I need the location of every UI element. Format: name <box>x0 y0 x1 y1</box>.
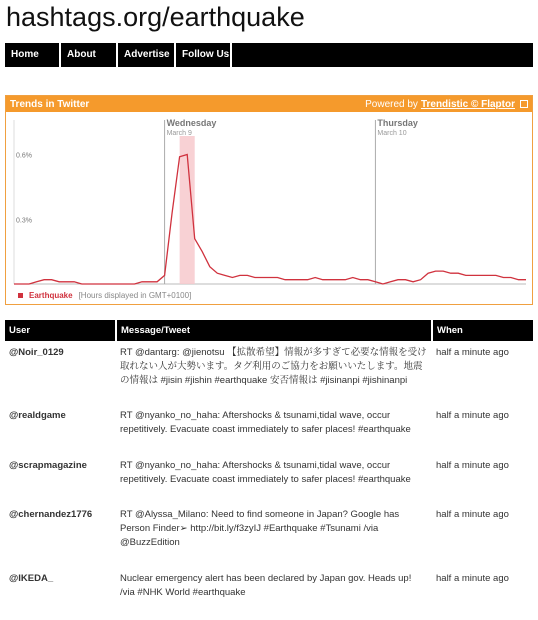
trends-panel <box>5 95 533 305</box>
legend-series-label: Earthquake <box>29 291 73 300</box>
tweet-user[interactable]: @realdgame <box>9 410 66 421</box>
table-row <box>5 503 533 567</box>
external-link-icon[interactable] <box>520 100 528 108</box>
date-label-0: March 9 <box>166 130 192 137</box>
tweet-user[interactable]: @Noir_0129 <box>9 347 64 358</box>
nav-home[interactable]: Home <box>5 43 61 67</box>
table-row <box>5 341 533 404</box>
tweets-table <box>5 320 533 617</box>
legend-note: [Hours displayed in GMT+0100] <box>78 291 192 300</box>
tweet-time: half a minute ago <box>436 410 509 421</box>
tweet-time: half a minute ago <box>436 509 509 520</box>
y-tick-label-1: 0.3% <box>16 217 32 225</box>
date-label-1: March 10 <box>377 130 407 137</box>
tweet-message: RT @nyanko_no_haha: Aftershocks & tsunami,tidal wave, occur repetitively. Evacuate coast immediately to safer places! #earthquake <box>120 460 411 485</box>
table-header-row <box>5 320 533 341</box>
table-row <box>5 567 533 617</box>
earthquake-series-line <box>14 152 526 285</box>
chart-legend <box>18 291 191 300</box>
tweet-message: Nuclear emergency alert has been declared by Japan gov. Heads up! /via #NHK World #earthquake <box>120 573 412 598</box>
nav-advertise[interactable]: Advertise <box>118 43 176 67</box>
trends-title: Trends in Twitter <box>10 98 90 110</box>
powered-prefix: Powered by <box>365 98 418 110</box>
powered-by <box>365 99 528 110</box>
trend-chart <box>6 112 532 290</box>
tweet-time: half a minute ago <box>436 573 509 584</box>
table-row <box>5 404 533 454</box>
day-label-0: Wednesday <box>166 118 217 128</box>
tweet-user[interactable]: @scrapmagazine <box>9 460 87 471</box>
site-title: hashtags.org/earthquake <box>6 2 305 32</box>
nav-about[interactable]: About <box>61 43 118 67</box>
tweet-time: half a minute ago <box>436 460 509 471</box>
header-message: Message/Tweet <box>116 320 432 341</box>
tweet-user[interactable]: @IKEDA_ <box>9 573 54 584</box>
trendistic-link[interactable]: Trendistic © Flaptor <box>420 98 515 110</box>
tweet-message: RT @Alyssa_Milano: Need to find someone in Japan? Google has Person Finder➢ http://bit.ly/f3zyIJ #Earthquake #Tsunami /via @BuzzEdition <box>120 509 400 548</box>
day-label-1: Thursday <box>377 118 418 128</box>
tweet-user[interactable]: @chernandez1776 <box>9 509 93 520</box>
main-nav <box>5 43 533 67</box>
tweet-message: RT @dantarg: @jienotsu 【拡散希望】情報が多すぎて必要な情報を受け取れない人が大勢います。タグ利用のご協力をお願いいたします。地震の情報は #jisin #jishin #earthquake 安否情報は #jisinanpi #jishinanpi <box>120 347 427 386</box>
header-when: When <box>432 320 533 341</box>
tweet-time: half a minute ago <box>436 347 509 358</box>
tweet-message: RT @nyanko_no_haha: Aftershocks & tsunami,tidal wave, occur repetitively. Evacuate coast immediately to safer places! #earthquake <box>120 410 411 435</box>
header-user: User <box>5 320 116 341</box>
nav-follow-us[interactable]: Follow Us <box>176 43 232 67</box>
y-tick-label-0: 0.6% <box>16 152 32 160</box>
trends-header <box>6 96 532 112</box>
table-row <box>5 454 533 503</box>
legend-swatch <box>18 293 23 298</box>
